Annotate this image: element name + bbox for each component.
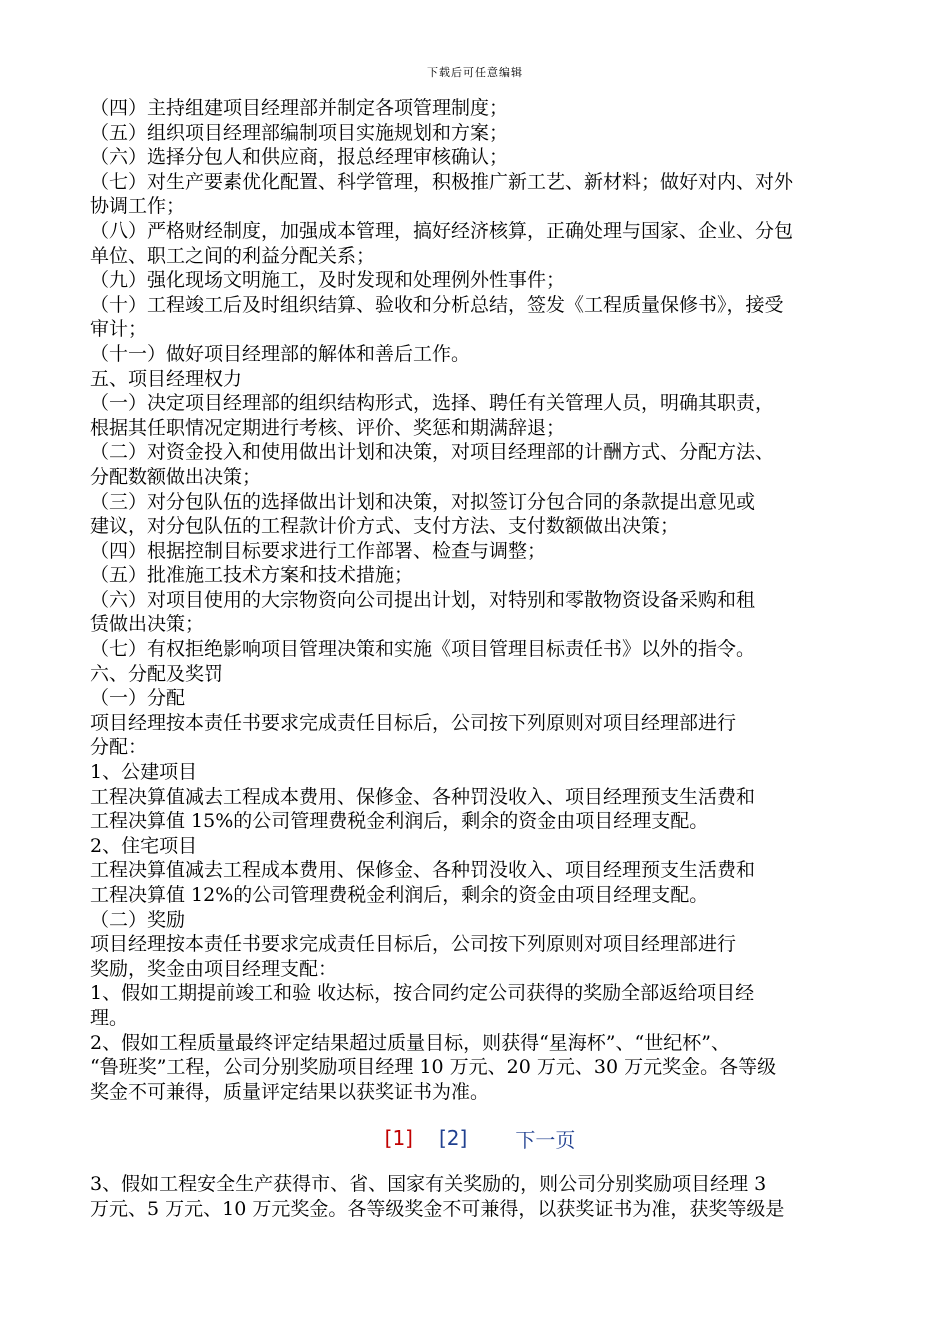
text-line: 2、假如工程质量最终评定结果超过质量目标，则获得“星海杯”、“世纪杯”、 [90,1031,730,1054]
text-line: （六）选择分包人和供应商，报总经理审核确认； [90,146,509,169]
text-line: 分配： [90,736,148,759]
text-line: 工程决算值减去工程成本费用、保修金、各种罚没收入、项目经理预支生活费和 [90,785,756,808]
text-line: （八）严格财经制度，加强成本管理，搞好经济核算，正确处理与国家、企业、分包 [90,219,794,242]
text-line: 项目经理按本责任书要求完成责任目标后，公司按下列原则对项目经理部进行 [90,933,737,956]
top-text-block [90,96,870,1104]
page-1-link[interactable]: [1] [384,1126,413,1151]
text-line: 五、项目经理权力 [90,367,243,390]
text-line: 项目经理按本责任书要求完成责任目标后，公司按下列原则对项目经理部进行 [90,711,737,734]
text-line: （二）对资金投入和使用做出计划和决策，对项目经理部的计酬方式、分配方法、 [90,441,775,464]
text-line: 工程决算值 12%的公司管理费税金利润后，剩余的资金由项目经理支配。 [90,884,709,906]
text-line: 单位、职工之间的利益分配关系； [90,244,376,267]
text-line: （五）组织项目经理部编制项目实施规划和方案； [90,121,509,144]
text-line: “鲁班奖”工程，公司分别奖励项目经理 10 万元、20 万元、30 万元奖金。各等级 [90,1056,777,1079]
page-header: 下载后可任意编辑 [427,66,523,79]
text-line: 万元、5 万元、10 万元奖金。各等级奖金不可兼得，以获奖证书为准，获奖等级是 [90,1197,785,1220]
text-line: （九）强化现场文明施工，及时发现和处理例外性事件； [90,269,566,292]
text-line: （二）奖励 [90,908,186,931]
text-line: 2、住宅项目 [90,834,198,857]
text-line: 分配数额做出决策； [90,465,262,488]
text-line: 理。 [90,1006,129,1029]
text-line: 3、假如工程安全生产获得市、省、国家有关奖励的，则公司分别奖励项目经理 3 [90,1173,767,1196]
bottom-text-block [90,1172,870,1221]
page-2-link[interactable]: [2] [439,1126,468,1151]
text-line: 六、分配及奖罚 [90,662,224,685]
text-line: 赁做出决策； [90,613,205,636]
text-line: （一）决定项目经理部的组织结构形式，选择、聘任有关管理人员，明确其职责， [90,392,775,415]
text-line: 建议，对分包队伍的工程款计价方式、支付方法、支付数额做出决策； [90,515,680,538]
text-line: 奖励，奖金由项目经理支配： [90,957,338,980]
text-line: （三）对分包队伍的选择做出计划和决策，对拟签订分包合同的条款提出意见或 [90,490,756,513]
text-line: 审计； [90,318,148,341]
text-line: 工程决算值减去工程成本费用、保修金、各种罚没收入、项目经理预支生活费和 [90,859,756,882]
text-line: （七）有权拒绝影响项目管理决策和实施《项目管理目标责任书》以外的指令。 [90,638,756,661]
text-line: 协调工作； [90,195,186,218]
text-line: （五）批准施工技术方案和技术措施； [90,564,414,587]
text-line: 根据其任职情况定期进行考核、评价、奖惩和期满辞退； [90,416,566,439]
text-line: 1、假如工期提前竣工和验 收达标，按合同约定公司获得的奖励全部返给项目经 [90,982,755,1005]
pagination [90,1104,870,1172]
text-line: 1、公建项目 [90,761,198,784]
text-line: （十）工程竣工后及时组织结算、验收和分析总结，签发《工程质量保修书》，接受 [90,293,784,316]
text-line: 奖金不可兼得，质量评定结果以获奖证书为准。 [90,1080,490,1103]
text-line: （四）主持组建项目经理部并制定各项管理制度； [90,97,509,119]
text-line: 工程决算值 15%的公司管理费税金利润后，剩余的资金由项目经理支配。 [90,810,709,833]
text-line: （四）根据控制目标要求进行工作部署、检查与调整； [90,539,547,562]
next-page-link[interactable]: 下一页 [515,1127,576,1152]
text-line: （一）分配 [90,687,186,710]
text-line: （十一）做好项目经理部的解体和善后工作。 [90,342,471,365]
document-body [90,96,870,1222]
text-line: （七）对生产要素优化配置、科学管理，积极推广新工艺、新材料；做好对内、对外 [90,170,794,193]
text-line: （六）对项目使用的大宗物资向公司提出计划，对特别和零散物资设备采购和租 [90,588,756,611]
